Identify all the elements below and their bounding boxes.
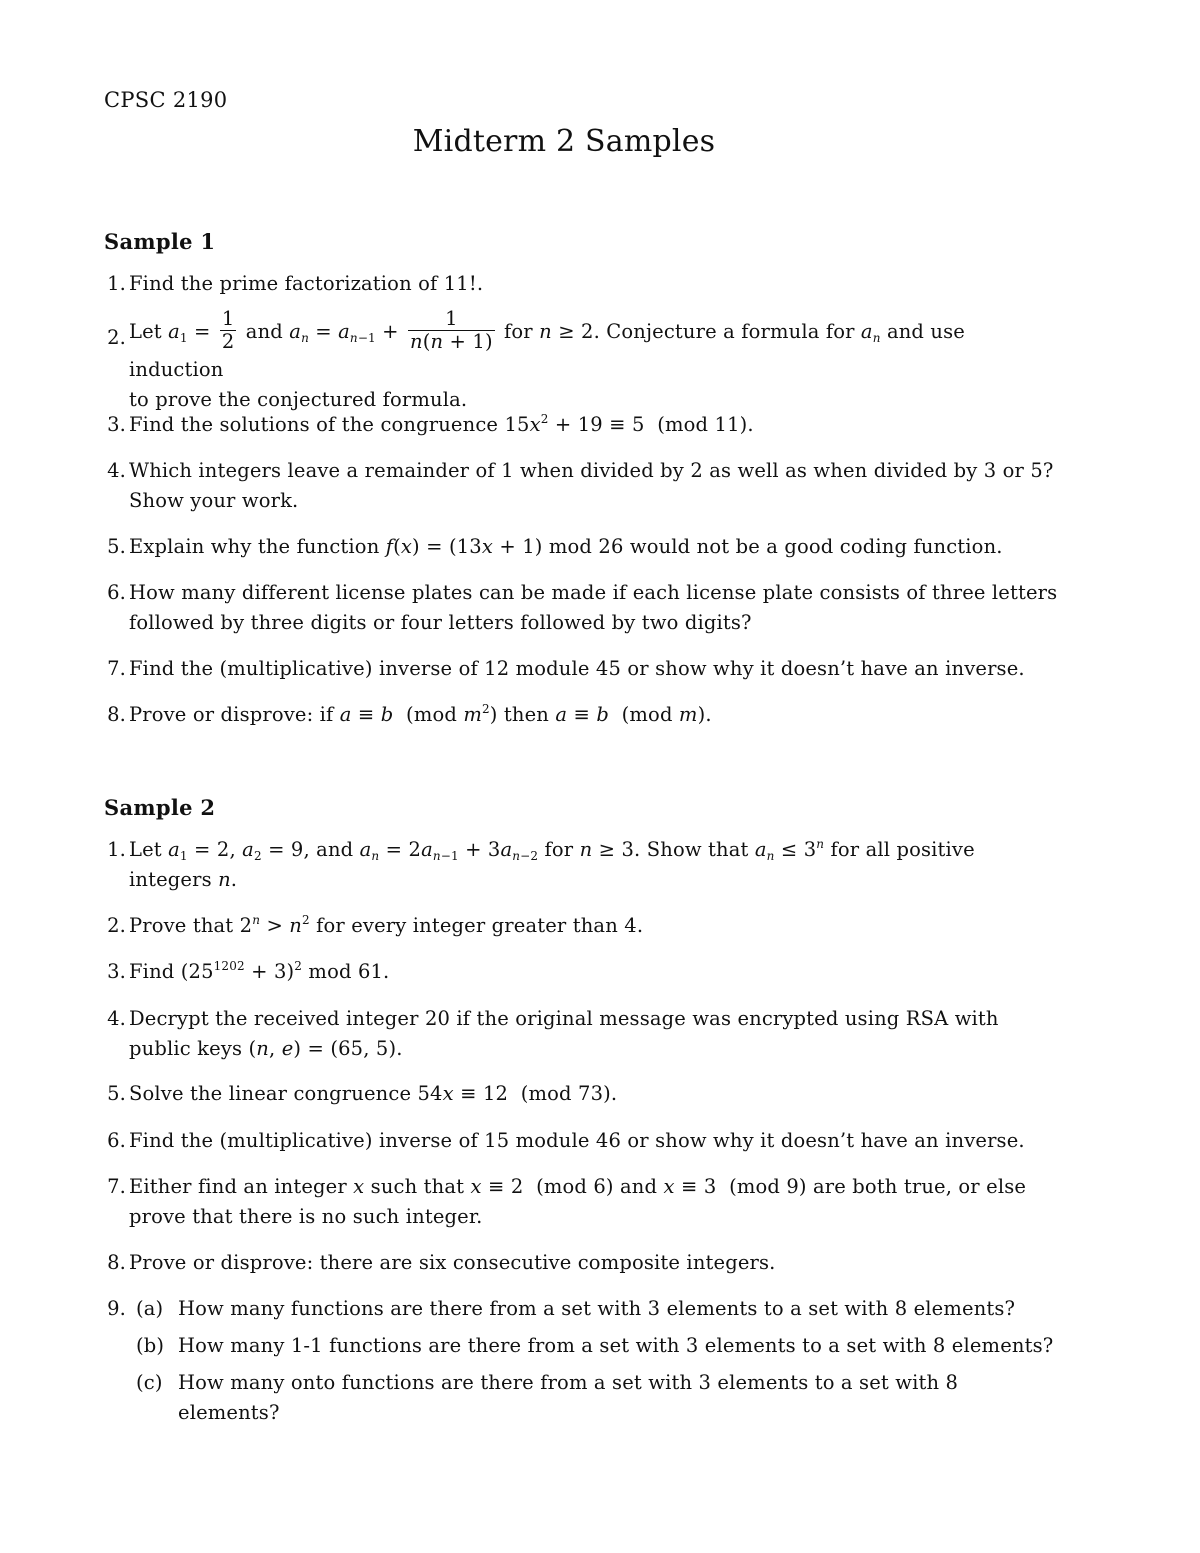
course-code: CPSC 2190 [104,88,228,112]
sample-1-problem-4 [96,456,1062,516]
problem-number: 4. [107,1007,126,1030]
problem-text: Find the (multiplicative) inverse of 15 module 46 or show why it doesn’t have an inverse. [129,1129,1025,1152]
subpart-text: How many onto functions are there from a set with 3 elements to a set with 8 elements? [178,1371,959,1424]
problem-number: 7. [107,657,126,680]
subpart-text: How many 1-1 functions are there from a set with 3 elements to a set with 8 elements? [178,1334,1054,1357]
sample-2-problem-2 [96,911,1062,941]
sample-1-problem-5 [96,532,1062,562]
problem-text: Find the solutions of the congruence $15x^2 + 19 \equiv 5$ (mod 11). [129,412,754,436]
problem-text: Let $a_1$ = $\frac{1}{2}$ and $a_n = a_{n-1}$ + $\frac{1}{n(n + 1)}$ for n ≥ 2. Conjecture a formula for $a_n$ and use induction to prove the conjectured formula. [129,307,965,411]
sample-2-problem-6 [96,1126,1062,1156]
sample-2-problem-9a [136,1294,1062,1324]
problem-text: Let $a_1 = 2$, $a_2 = 9$, and $a_n = 2a_{n-1} + 3a_{n-2}$ for n ≥ 3. Show that $a_n \le 3^n$ for all positive integers n. [129,837,975,891]
problem-text: Solve the linear congruence 54x ≡ 12 (mod 73). [129,1082,618,1105]
problem-number: 3. [107,960,126,983]
sample-2-problem-5 [96,1079,1062,1109]
problem-number: 6. [107,581,126,604]
sample-1-heading: Sample 1 [104,229,216,254]
subpart-label: (c) [136,1371,163,1394]
sample-2-problem-3 [96,957,1062,987]
problem-number: 5. [107,535,126,558]
problem-text: Explain why the function f(x) = (13x + 1) mod 26 would not be a good coding function. [129,535,1003,558]
sample-1-problem-3 [96,410,1062,440]
problem-text: Which integers leave a remainder of 1 when divided by 2 as well as when divided by 3 or 5? Show your work. [129,459,1054,512]
sample-2-heading: Sample 2 [104,795,216,820]
fraction-one-half: $\frac{1}{2}$ [221,307,235,353]
sample-2-problem-8 [96,1248,1062,1278]
problem-number: 5. [107,1082,126,1105]
problem-text: Find the prime factorization of 11!. [129,272,484,295]
problem-text: Find $(25^{1202} + 3)^2$ mod 61. [129,959,390,983]
problem-number: 1. [107,838,126,861]
subpart-label: (a) [136,1297,164,1320]
problem-number: 2. [107,326,126,349]
problem-number: 2. [107,914,126,937]
sample-2-problem-7 [96,1172,1062,1232]
sample-2-problem-9c [136,1368,1062,1428]
sample-1-problem-6 [96,578,1062,638]
fraction-one-over-n-n-plus-1: $\frac{1}{n(n + 1)}$ [410,307,493,353]
problem-text: Decrypt the received integer 20 if the original message was encrypted using RSA with public keys (n, e) = (65, 5). [129,1007,999,1060]
problem-number: 6. [107,1129,126,1152]
problem-number: 7. [107,1175,126,1198]
page-title: Midterm 2 Samples [412,124,716,159]
sample-2-problem-1 [96,835,1062,895]
sample-1-problem-2 [96,307,1062,415]
problem-number: 8. [107,703,126,726]
sample-2-problem-9b [136,1331,1062,1361]
sample-1-problem-1 [96,269,1062,299]
problem-number: 9. [107,1297,126,1320]
sample-2-problem-4 [96,1004,1062,1064]
problem-text: Prove or disprove: there are six consecutive composite integers. [129,1251,776,1274]
problem-text: Prove or disprove: if a ≡ b (mod $m^2$) then a ≡ b (mod m). [129,702,712,726]
subpart-label: (b) [136,1334,165,1357]
problem-text: Prove that $2^n > n^2$ for every integer greater than 4. [129,913,644,937]
problem-number: 8. [107,1251,126,1274]
sample-1-problem-8 [96,700,1062,730]
problem-text: Find the (multiplicative) inverse of 12 module 45 or show why it doesn’t have an inverse. [129,657,1025,680]
problem-text: How many different license plates can be made if each license plate consists of three letters followed by three digits or four letters followed by two digits? [129,581,1058,634]
problem-number: 3. [107,413,126,436]
sample-1-problem-7 [96,654,1062,684]
problem-number: 1. [107,272,126,295]
subpart-text: How many functions are there from a set with 3 elements to a set with 8 elements? [178,1297,1016,1320]
problem-text: Either find an integer x such that x ≡ 2 (mod 6) and x ≡ 3 (mod 9) are both true, or else prove that there is no such integer. [129,1175,1027,1228]
problem-number: 4. [107,459,126,482]
